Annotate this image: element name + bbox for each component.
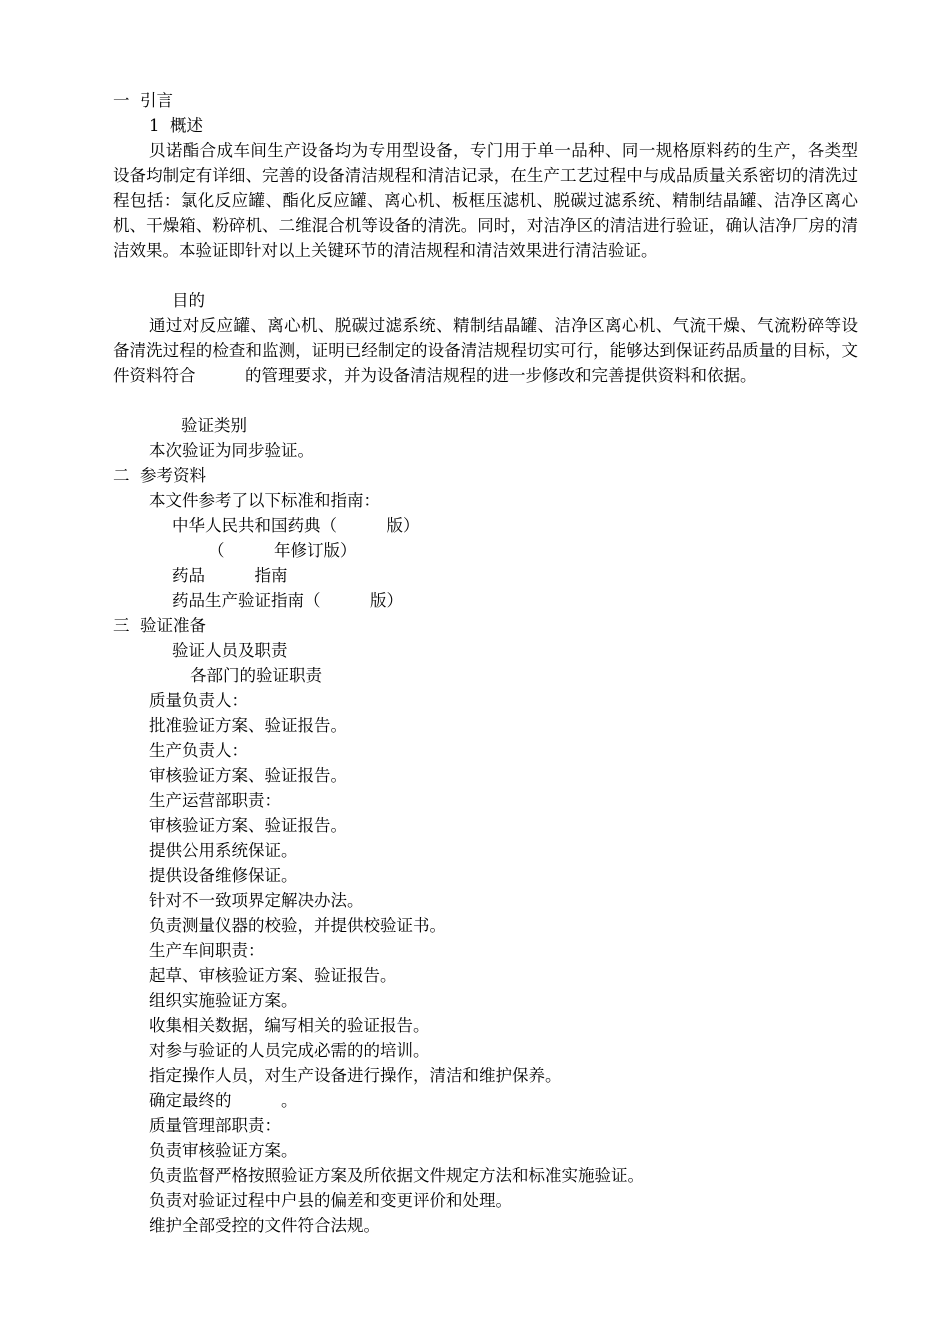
duty-line: 负责审核验证方案。 [149, 1141, 298, 1160]
duty-line: 负责测量仪器的校验，并提供校验证书。 [149, 916, 446, 935]
duty-line: 维护全部受控的文件符合法规。 [149, 1216, 380, 1235]
duty-line: 审核验证方案、验证报告。 [149, 766, 347, 785]
section-heading-references: 二 参考资料 [113, 466, 206, 485]
duty-line: 起草、审核验证方案、验证报告。 [149, 966, 397, 985]
duty-line: 提供设备维修保证。 [149, 866, 298, 885]
purpose-paragraph: 通过对反应罐、离心机、脱碳过滤系统、精制结晶罐、洁净区离心机、气流干燥、气流粉碎等设备清洗过程的检查和监测，证明已经制定的设备清洁规程切实可行，能够达到保证药品质量的目标，文件资料符合 的管理要求，并为设备清洁规程的进一步修改和完善提供资料和依据。 [113, 316, 858, 385]
duty-line: 审核验证方案、验证报告。 [149, 816, 347, 835]
duty-line: 对参与验证的人员完成必需的的培训。 [149, 1041, 430, 1060]
subsection-heading-department-duties: 各部门的验证职责 [190, 666, 322, 685]
category-text: 本次验证为同步验证。 [149, 441, 314, 460]
subsection-heading-overview: 1 概述 [149, 116, 203, 135]
reference-item: 药品生产验证指南（ 版） [172, 591, 403, 610]
section-heading-preparation: 三 验证准备 [113, 616, 206, 635]
subsection-heading-personnel: 验证人员及职责 [172, 641, 288, 660]
subsection-heading-purpose: 目的 [172, 291, 205, 310]
duty-line: 生产运营部职责： [149, 791, 281, 810]
duty-line: 质量管理部职责： [149, 1116, 281, 1135]
duty-line: 质量负责人： [149, 691, 248, 710]
reference-item: 药品 指南 [172, 566, 288, 585]
duty-line: 批准验证方案、验证报告。 [149, 716, 347, 735]
duty-line: 负责监督严格按照验证方案及所依据文件规定方法和标准实施验证。 [149, 1166, 644, 1185]
duty-line: 生产负责人： [149, 741, 248, 760]
duty-line: 指定操作人员，对生产设备进行操作，清洁和维护保养。 [149, 1066, 562, 1085]
duty-line: 针对不一致项界定解决办法。 [149, 891, 364, 910]
section-heading-introduction: 一 引言 [113, 91, 173, 110]
reference-item: 中华人民共和国药典（ 版） [172, 516, 420, 535]
duty-line: 组织实施验证方案。 [149, 991, 298, 1010]
duty-line: 提供公用系统保证。 [149, 841, 298, 860]
duty-line: 确定最终的 。 [149, 1091, 298, 1110]
duty-line: 生产车间职责： [149, 941, 265, 960]
duty-line: 负责对验证过程中户县的偏差和变更评价和处理。 [149, 1191, 512, 1210]
overview-paragraph: 贝诺酯合成车间生产设备均为专用型设备，专门用于单一品种、同一规格原料药的生产，各类型设备均制定有详细、完善的设备清洁规程和清洁记录，在生产工艺过程中与成品质量关系密切的清洗过程包括：氯化反应罐、酯化反应罐、离心机、板框压滤机、脱碳过滤系统、精制结晶罐、洁净区离心机、干燥箱、粉碎机、二维混合机等设备的清洗。同时，对洁净区的清洁进行验证，确认洁净厂房的清洁效果。本验证即针对以上关键环节的清洁规程和清洁效果进行清洁验证。 [113, 141, 858, 260]
duty-line: 收集相关数据，编写相关的验证报告。 [149, 1016, 430, 1035]
reference-item: （ 年修订版） [208, 541, 357, 560]
references-intro: 本文件参考了以下标准和指南： [149, 491, 380, 510]
subsection-heading-category: 验证类别 [181, 416, 247, 435]
